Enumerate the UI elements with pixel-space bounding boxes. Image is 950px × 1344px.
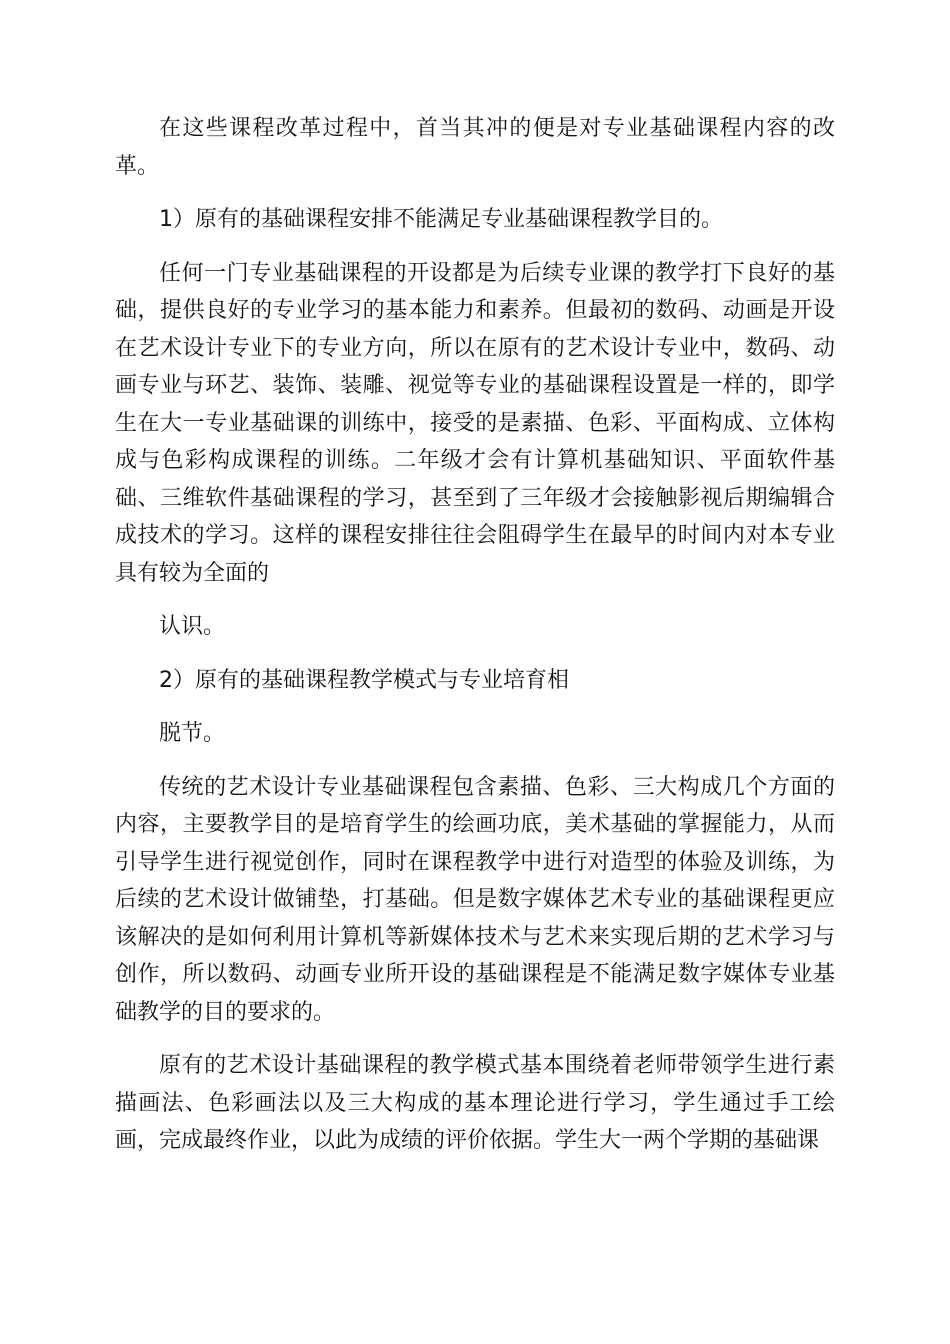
paragraph-body-2: 传统的艺术设计专业基础课程包含素描、色彩、三大构成几个方面的内容，主要教学目的是培育学生的绘画功底，美术基础的掌握能力，从而引导学生进行视觉创作，同时在课程教学中进行对造型的体验及训练，为后续的艺术设计做铺垫，打基础。但是数字媒体艺术专业的基础课程更应该解决的是如何利用计算机等新媒体技术与艺术来实现后期的艺术学习与创作，所以数码、动画专业所开设的基础课程是不能满足数字媒体专业基础教学的目的要求的。: [115, 774, 835, 1025]
paragraph-body-1: 任何一门专业基础课程的开设都是为后续专业课的教学打下良好的基础，提供良好的专业学习的基本能力和素养。但最初的数码、动画是开设在艺术设计专业下的专业方向，所以在原有的艺术设计专业中，数码、动画专业与环艺、装饰、装雕、视觉等专业的基础课程设置是一样的，即学生在大一专业基础课的训练中，接受的是素描、色彩、平面构成、立体构成与色彩构成课程的训练。二年级才会有计算机基础知识、平面软件基础、三维软件基础课程的学习，甚至到了三年级才会接触影视后期编辑合成技术的学习。这样的课程安排往往会阻碍学生在最早的时间内对本专业具有较为全面的: [115, 260, 835, 586]
paragraph-fragment-1: 认识。: [159, 614, 226, 639]
paragraph-fragment-2: 脱节。: [159, 721, 226, 746]
paragraph-body-3: 原有的艺术设计基础课程的教学模式基本围绕着老师带领学生进行素描画法、色彩画法以及三大构成的基本理论进行学习，学生通过手工绘画，完成最终作业，以此为成绩的评价依据。学生大一两个学期的基础课: [115, 1053, 835, 1153]
paragraph-intro: 在这些课程改革过程中，首当其冲的便是对专业基础课程内容的改革。: [115, 116, 835, 179]
paragraph-heading-1: 1）原有的基础课程安排不能满足专业基础课程教学目的。: [159, 207, 723, 232]
document-body: [115, 110, 835, 1176]
paragraph-heading-2: 2）原有的基础课程教学模式与专业培育相: [159, 667, 569, 693]
